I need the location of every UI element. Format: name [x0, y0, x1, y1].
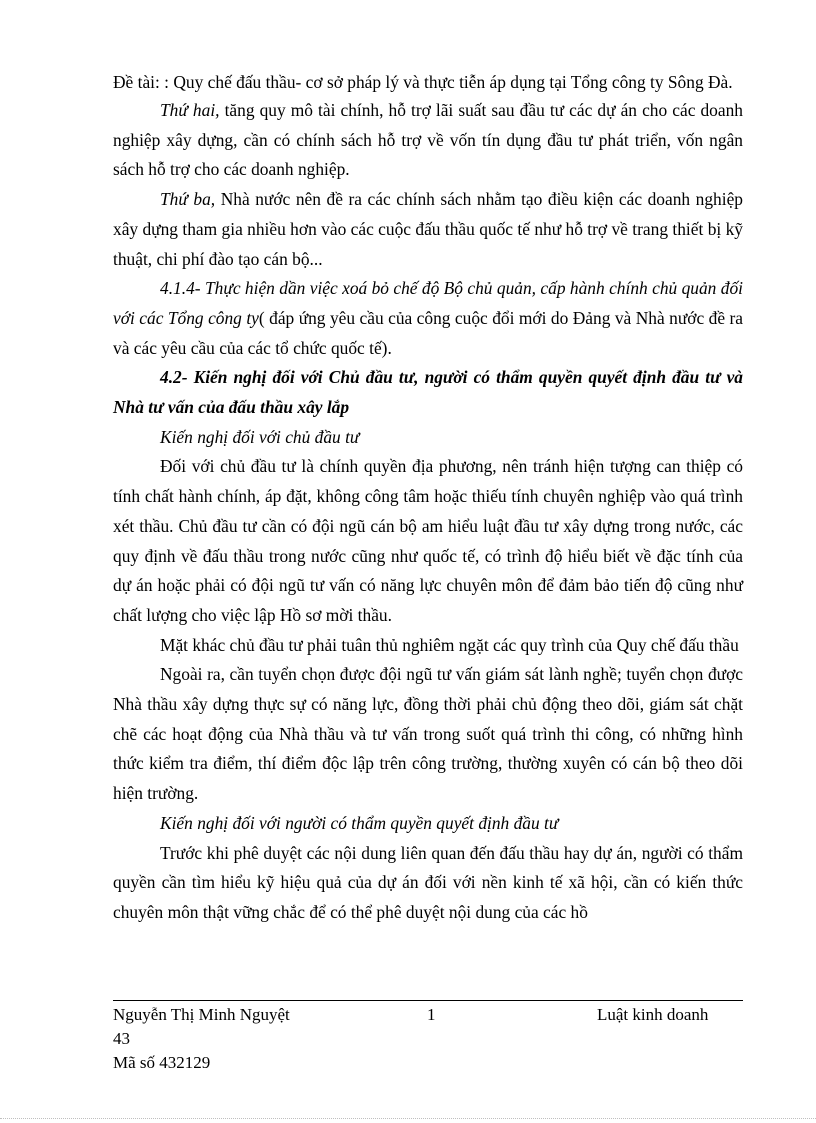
footer-author: Nguyễn Thị Minh Nguyệt [113, 1005, 290, 1024]
paragraph-truoc-khi: Trước khi phê duyệt các nội dung liên quan đến đấu thầu hay dự án, người có thẩm quyền cần tìm hiểu kỹ hiệu quả của dự án đối với nền kinh tế xã hội, cần có kiến thức chuyên môn thật vững chắc để có thể phê duyệt nội dung của các hồ [113, 842, 743, 922]
section-4-1-4 [113, 274, 743, 363]
footer-department: Luật kinh doanh [597, 1005, 709, 1024]
subheading-nguoi-co-tham-quyen: Kiến nghị đối với người có thẩm quyền quyết định đầu tư [160, 812, 559, 833]
section-title: 4.1.4- Thực hiện dần việc xoá bỏ chế độ Bộ chủ quản, cấp hành chính chủ quản đối với các Tổng công ty [113, 278, 743, 328]
paragraph-lead: Thứ hai, [160, 100, 220, 120]
footer-divider [113, 1000, 743, 1001]
paragraph-thu-hai [113, 96, 743, 185]
section-4-2-heading: 4.2- Kiến nghị đối với Chủ đầu tư, người có thẩm quyền quyết định đầu tư và Nhà tư vấn của đấu thầu xây lắp [113, 367, 743, 418]
paragraph-text: tăng quy mô tài chính, hỗ trợ lãi suất sau đầu tư các dự án cho các doanh nghiệp xây dựng, cần có chính sách hỗ trợ về vốn tín dụng đầu tư phát triển, vốn ngân sách hỗ trợ cho các doanh nghiệp. [113, 100, 743, 180]
footer-page-number: 1 [427, 1005, 436, 1024]
paragraph-mat-khac: Mặt khác chủ đầu tư phải tuân thủ nghiêm ngặt các quy trình của Quy chế đấu thầu [160, 634, 739, 655]
page-bottom-border [0, 1118, 816, 1119]
section-text: ( đáp ứng yêu cầu của công cuộc đổi mới do Đảng và Nhà nước đề ra và các yêu cầu của các tổ chức quốc tế). [113, 307, 743, 358]
topic-header: Đề tài: : Quy chế đấu thầu- cơ sở pháp lý và thực tiễn áp dụng tại Tổng công ty Sông Đà. [113, 72, 733, 92]
paragraph-lead: Thứ ba, [160, 189, 216, 210]
paragraph-text: Nhà nước nên đề ra các chính sách nhằm tạo điều kiện các doanh nghiệp xây dựng tham gia nhiều hơn vào các cuộc đấu thầu quốc tế như hỗ trợ về trang thiết bị kỹ thuật, chi phí đào tạo cán bộ... [113, 189, 743, 269]
document-body [113, 70, 743, 928]
subheading-chu-dau-tu: Kiến nghị đối với chủ đầu tư [160, 426, 360, 447]
paragraph-chu-dau-tu: Đối với chủ đầu tư là chính quyền địa phương, nên tránh hiện tượng can thiệp có tính chất hành chính, áp đặt, không công tâm hoặc thiếu tính chuyên nghiệp vào quá trình xét thầu. Chủ đầu tư cần có đội ngũ cán bộ am hiểu luật đầu tư xây dựng trong nước, các quy định về đấu thầu trong nước cũng như quốc tế, có trình độ hiểu biết về đặc tính của dự án hoặc phải có đội ngũ tư vấn có năng lực chuyên môn để đảm bảo tiến độ cũng như chất lượng cho việc lập Hồ sơ mời thầu. [113, 456, 743, 625]
footer-student-code: Mã số 432129 [113, 1053, 211, 1072]
paragraph-thu-ba [113, 185, 743, 274]
paragraph-ngoai-ra: Ngoài ra, cần tuyển chọn được đội ngũ tư vấn giám sát lành nghề; tuyển chọn được Nhà thầu xây dựng thực sự có năng lực, đồng thời phải chủ động theo dõi, giám sát chặt chẽ các hoạt động của Nhà thầu và tư vấn trong suốt quá trình thi công, có những hình thức kiểm tra điểm, thí điểm độc lập trên công trường, thường xuyên có cán bộ theo dõi hiện trường. [113, 664, 743, 804]
footer-number: 43 [113, 1029, 130, 1048]
